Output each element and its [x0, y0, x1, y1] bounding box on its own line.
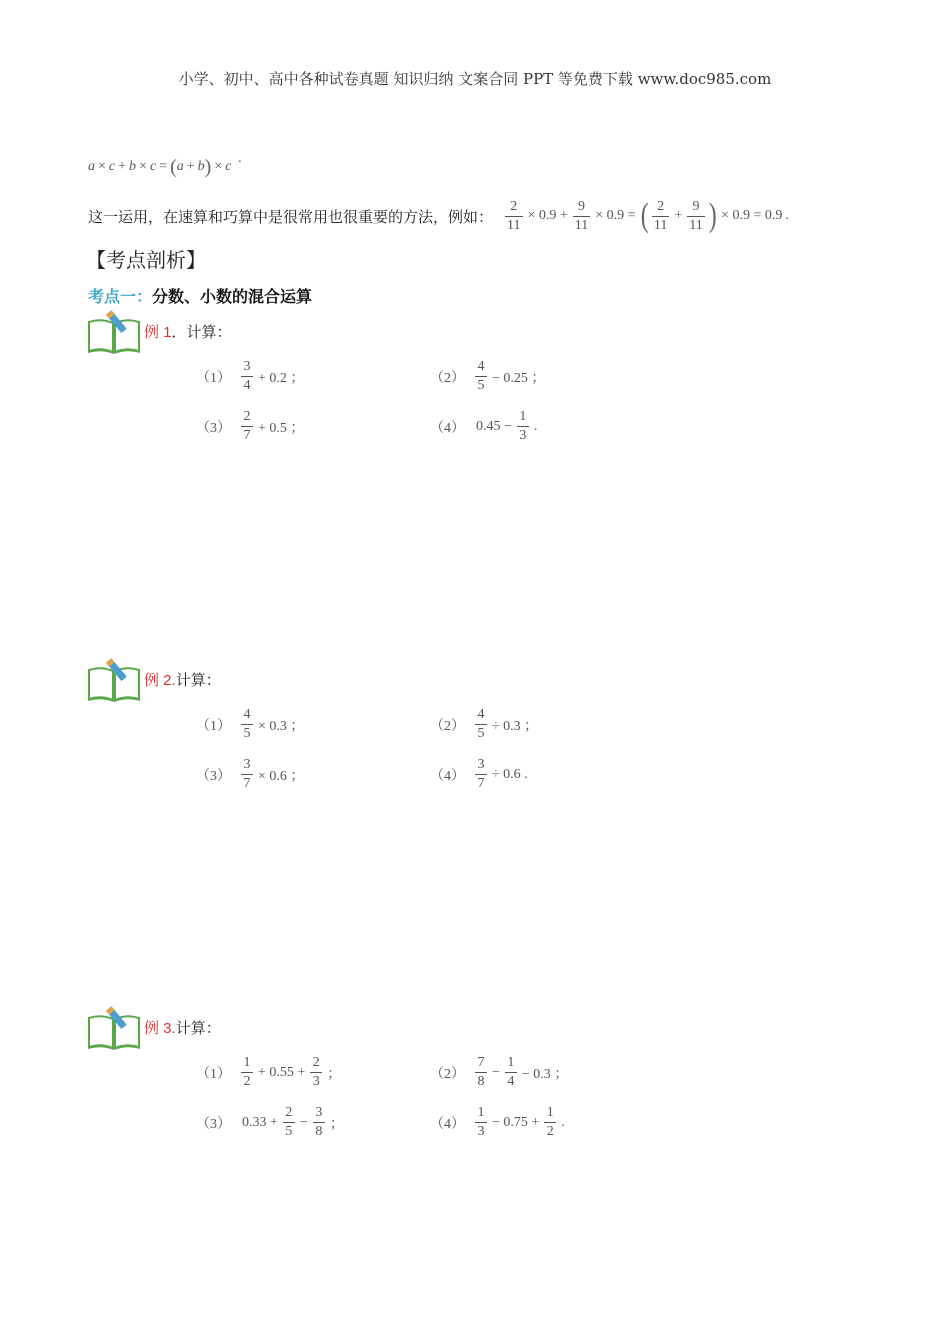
- numerator: 1: [243, 1055, 251, 1070]
- numerator: 2: [243, 409, 251, 424]
- denominator: 3: [310, 1072, 322, 1089]
- numerator: 4: [477, 707, 485, 722]
- fraction: [475, 758, 487, 791]
- numerator: 1: [519, 409, 527, 424]
- right-paren: ): [204, 156, 212, 178]
- numerator: 9: [692, 198, 700, 214]
- numerator: 3: [315, 1105, 323, 1120]
- var-b: b: [129, 159, 137, 174]
- expression-mid: −: [492, 1064, 500, 1080]
- numerator: 3: [477, 757, 485, 772]
- plus-op: +: [186, 159, 195, 174]
- problem-number: （4）: [430, 420, 465, 436]
- book-pencil-icon: [86, 1004, 142, 1050]
- numerator: 1: [546, 1105, 554, 1120]
- problem: [196, 1106, 347, 1139]
- denominator: 7: [475, 774, 487, 791]
- expression-rest: + 0.5 ；: [258, 420, 305, 436]
- times-op: ×: [98, 159, 106, 174]
- fraction: [241, 410, 253, 443]
- operator: × 0.9 =: [595, 208, 636, 223]
- fraction: [517, 410, 529, 443]
- problem-number: （4）: [430, 768, 465, 784]
- expression-rest: × 0.6 ；: [258, 768, 305, 784]
- equals-op: =: [159, 159, 168, 174]
- example-number: 例 1: [144, 323, 172, 341]
- expression-mid: −: [299, 1114, 308, 1130]
- denominator: 11: [653, 217, 668, 233]
- problem-number: （1）: [196, 718, 231, 734]
- example-number: 例 3.: [144, 1019, 176, 1037]
- denominator: 3: [475, 1122, 487, 1139]
- end-dot: ·: [237, 155, 243, 170]
- problem: [430, 758, 531, 791]
- problem: [196, 360, 307, 393]
- expression-rest: × 0.3 ；: [258, 718, 305, 734]
- denominator: 5: [475, 376, 487, 393]
- numerator: 4: [477, 359, 485, 374]
- var-a: a: [88, 159, 95, 174]
- problem-number: （3）: [196, 1116, 231, 1132]
- numerator: 7: [477, 1055, 485, 1070]
- example-instruction: 计算：: [175, 1019, 221, 1037]
- expression-rest: .: [533, 418, 538, 434]
- numerator: 2: [285, 1105, 293, 1120]
- example-3-heading: [86, 1004, 221, 1050]
- end-dot: .: [785, 208, 789, 223]
- page-header: 小学、初中、高中各种试卷真题 知识归纳 文案合同 PPT 等免费下载 www.doc985.com: [178, 70, 772, 88]
- problem: [430, 360, 548, 393]
- kaodian-heading: [88, 284, 312, 307]
- expression-rest: − 0.25 ；: [492, 370, 546, 386]
- problem: [196, 1056, 344, 1089]
- denominator: 7: [241, 426, 253, 443]
- left-paren: (: [640, 197, 649, 234]
- expression-rest: ；: [327, 1066, 342, 1082]
- fraction: [310, 1056, 322, 1089]
- times-op: ×: [139, 159, 147, 174]
- var-b: b: [197, 159, 205, 174]
- var-c: c: [225, 159, 232, 174]
- denominator: 2: [241, 1072, 253, 1089]
- numerator: 1: [507, 1055, 515, 1070]
- expression-mid: − 0.75 +: [492, 1114, 540, 1130]
- fraction: [573, 200, 590, 233]
- example-instruction: ．计算：: [171, 323, 232, 341]
- operator: × 0.9 = 0.9: [721, 208, 783, 223]
- denominator: 4: [505, 1072, 517, 1089]
- intro-line: [88, 196, 789, 236]
- numerator: 2: [657, 198, 665, 214]
- distributive-formula: [88, 156, 242, 178]
- fraction: [505, 1056, 517, 1089]
- numerator: 2: [312, 1055, 320, 1070]
- plus-op: +: [118, 159, 127, 174]
- problem: [430, 708, 541, 741]
- fraction: [241, 758, 253, 791]
- problem-number: （1）: [196, 1066, 231, 1082]
- times-op: ×: [214, 159, 223, 174]
- fraction: [241, 1056, 253, 1089]
- numerator: 3: [243, 757, 251, 772]
- var-a: a: [176, 159, 184, 174]
- problem: [196, 708, 307, 741]
- fraction: [475, 708, 487, 741]
- denominator: 2: [544, 1122, 556, 1139]
- fraction: [687, 200, 704, 233]
- problem-number: （3）: [196, 420, 231, 436]
- problem-number: （2）: [430, 1066, 465, 1082]
- example-label: [144, 321, 232, 342]
- right-paren: ): [708, 197, 717, 234]
- fraction: [475, 360, 487, 393]
- section-title: 【考点剖析】: [86, 248, 206, 272]
- problem: [430, 1106, 568, 1139]
- fraction: [544, 1106, 556, 1139]
- fraction: [241, 360, 253, 393]
- operator: × 0.9 +: [527, 208, 568, 223]
- book-pencil-icon: [86, 656, 142, 702]
- problem-number: （2）: [430, 718, 465, 734]
- denominator: 8: [313, 1122, 325, 1139]
- expression-pre: 0.33 +: [242, 1114, 278, 1130]
- denominator: 5: [241, 724, 253, 741]
- left-paren: (: [170, 156, 177, 178]
- denominator: 5: [475, 724, 487, 741]
- fraction: [475, 1106, 487, 1139]
- numerator: 2: [510, 198, 518, 214]
- problem-number: （2）: [430, 370, 465, 386]
- expression-rest: .: [561, 1114, 565, 1130]
- denominator: 11: [689, 217, 703, 233]
- numerator: 3: [243, 359, 251, 374]
- var-c: c: [149, 159, 157, 174]
- expression-rest: + 0.2 ；: [258, 370, 305, 386]
- example-label: [144, 669, 221, 690]
- denominator: 7: [241, 774, 253, 791]
- fraction: [283, 1106, 295, 1139]
- fraction: [505, 200, 522, 233]
- example-label: [144, 1017, 221, 1038]
- example-instruction: 计算：: [175, 671, 221, 689]
- problem: [430, 1056, 571, 1089]
- problem: [430, 410, 540, 443]
- fraction: [313, 1106, 325, 1139]
- numerator: 1: [477, 1105, 485, 1120]
- expression-rest: − 0.3 ；: [521, 1066, 569, 1082]
- intro-example: [503, 199, 789, 233]
- problem-number: （3）: [196, 768, 231, 784]
- example-2-heading: [86, 656, 221, 702]
- expression-rest: ；: [329, 1116, 344, 1132]
- problem-number: （1）: [196, 370, 231, 386]
- problem-number: （4）: [430, 1116, 465, 1132]
- example-1-heading: [86, 308, 232, 354]
- example-number: 例 2.: [144, 671, 176, 689]
- fraction: [652, 200, 669, 233]
- intro-text: 这一运用，在速算和巧算中是很常用也很重要的方法，例如：: [88, 207, 494, 226]
- fraction: [241, 708, 253, 741]
- problem: [196, 410, 307, 443]
- var-c: c: [108, 159, 116, 174]
- book-pencil-icon: [86, 308, 142, 354]
- expression-rest: ÷ 0.3 ；: [492, 718, 539, 734]
- denominator: 8: [475, 1072, 487, 1089]
- kaodian-label: 考点一：: [88, 289, 153, 306]
- denominator: 11: [507, 217, 521, 233]
- expression-rest: ÷ 0.6 .: [492, 766, 528, 782]
- operator: +: [674, 208, 683, 223]
- denominator: 11: [574, 217, 589, 233]
- kaodian-title: 分数、小数的混合运算: [152, 289, 313, 306]
- numerator: 4: [243, 707, 251, 722]
- expression-mid: + 0.55 +: [258, 1064, 306, 1080]
- denominator: 5: [283, 1122, 295, 1139]
- problem: [196, 758, 307, 791]
- denominator: 4: [241, 376, 253, 393]
- expression-pre: 0.45 −: [476, 418, 512, 434]
- fraction: [475, 1056, 487, 1089]
- denominator: 3: [517, 426, 529, 443]
- numerator: 9: [578, 198, 586, 214]
